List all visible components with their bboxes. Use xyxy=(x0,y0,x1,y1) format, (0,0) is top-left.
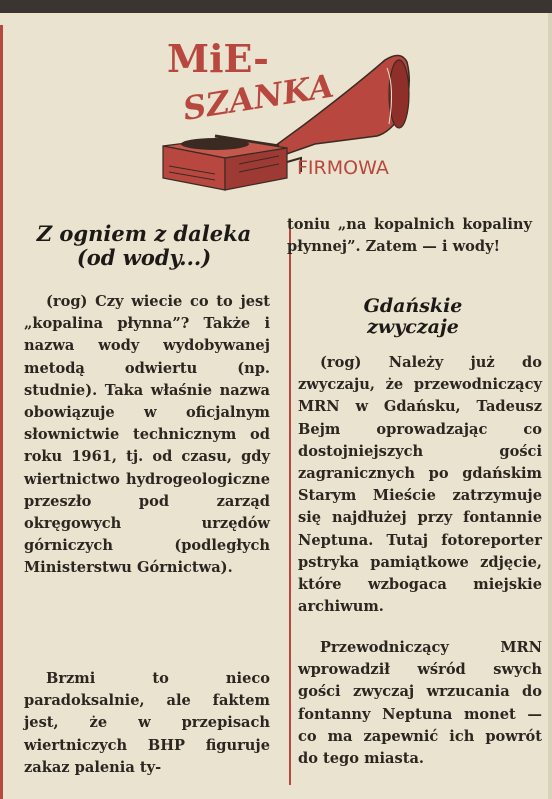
masthead-line1: MiE- xyxy=(167,36,269,81)
article2-headline xyxy=(308,296,518,339)
article1-paragraph-2: Brzmi to nieco paradoksalnie, ale faktem jest, że w przepisach wiertniczych BHP figuruje zakaz palenia ty- xyxy=(24,670,270,776)
article2-headline-line1: Gdańskie xyxy=(363,295,463,317)
top-border-strip xyxy=(0,0,552,13)
masthead-line3: FIRMOWA xyxy=(297,157,389,179)
article1-headline-line2: (od wody...) xyxy=(76,244,212,270)
article1-continuation: toniu „na kopalnich kopaliny płynnej”. Zatem — i wody! xyxy=(287,216,532,256)
article1-paragraph-1: (rog) Czy wiecie co to jest „kopalina płynna”? Także i nazwa wody wydobywanej metodą odwiertu (np. studnie). Taka właśnie nazwa obowiązuje w oficjalnym słownictwie technicznym od roku 1961, tj. od czasu, gdy wiertnictwo hydrogeologiczne przeszło pod zarząd okręgowych urzędów górniczych (podległych Ministerstwu Górnictwa). xyxy=(24,293,270,577)
article2-paragraph-2: Przewodniczący MRN wprowadził wśród swych gości zwyczaj wrzucania do fontanny Neptuna monet — co ma zapewnić ich powrót do tego miasta. xyxy=(298,639,542,768)
left-red-rule xyxy=(0,25,3,799)
right-page-edge xyxy=(548,13,552,799)
article2-paragraph-1: (rog) Należy już do zwyczaju, że przewodniczący MRN w Gdańsku, Tadeusz Bejm oprowadzając co dostojniejszych gości zagranicznych po gdańskim Starym Mieście zatrzymuje się najdłużej przy fontannie Neptuna. Tutaj fotoreporter pstryka pamiątkowe zdjęcie, które wzbogaca miejskie archiwum. xyxy=(298,354,542,616)
column-divider xyxy=(289,220,291,785)
article2-headline-line2: zwyczaje xyxy=(367,316,459,339)
masthead-line2: SZANKA xyxy=(180,66,337,128)
masthead-graphic xyxy=(155,28,415,198)
article1-headline-line1: Z ogniem z daleka xyxy=(36,221,252,246)
article1-headline xyxy=(18,222,270,269)
